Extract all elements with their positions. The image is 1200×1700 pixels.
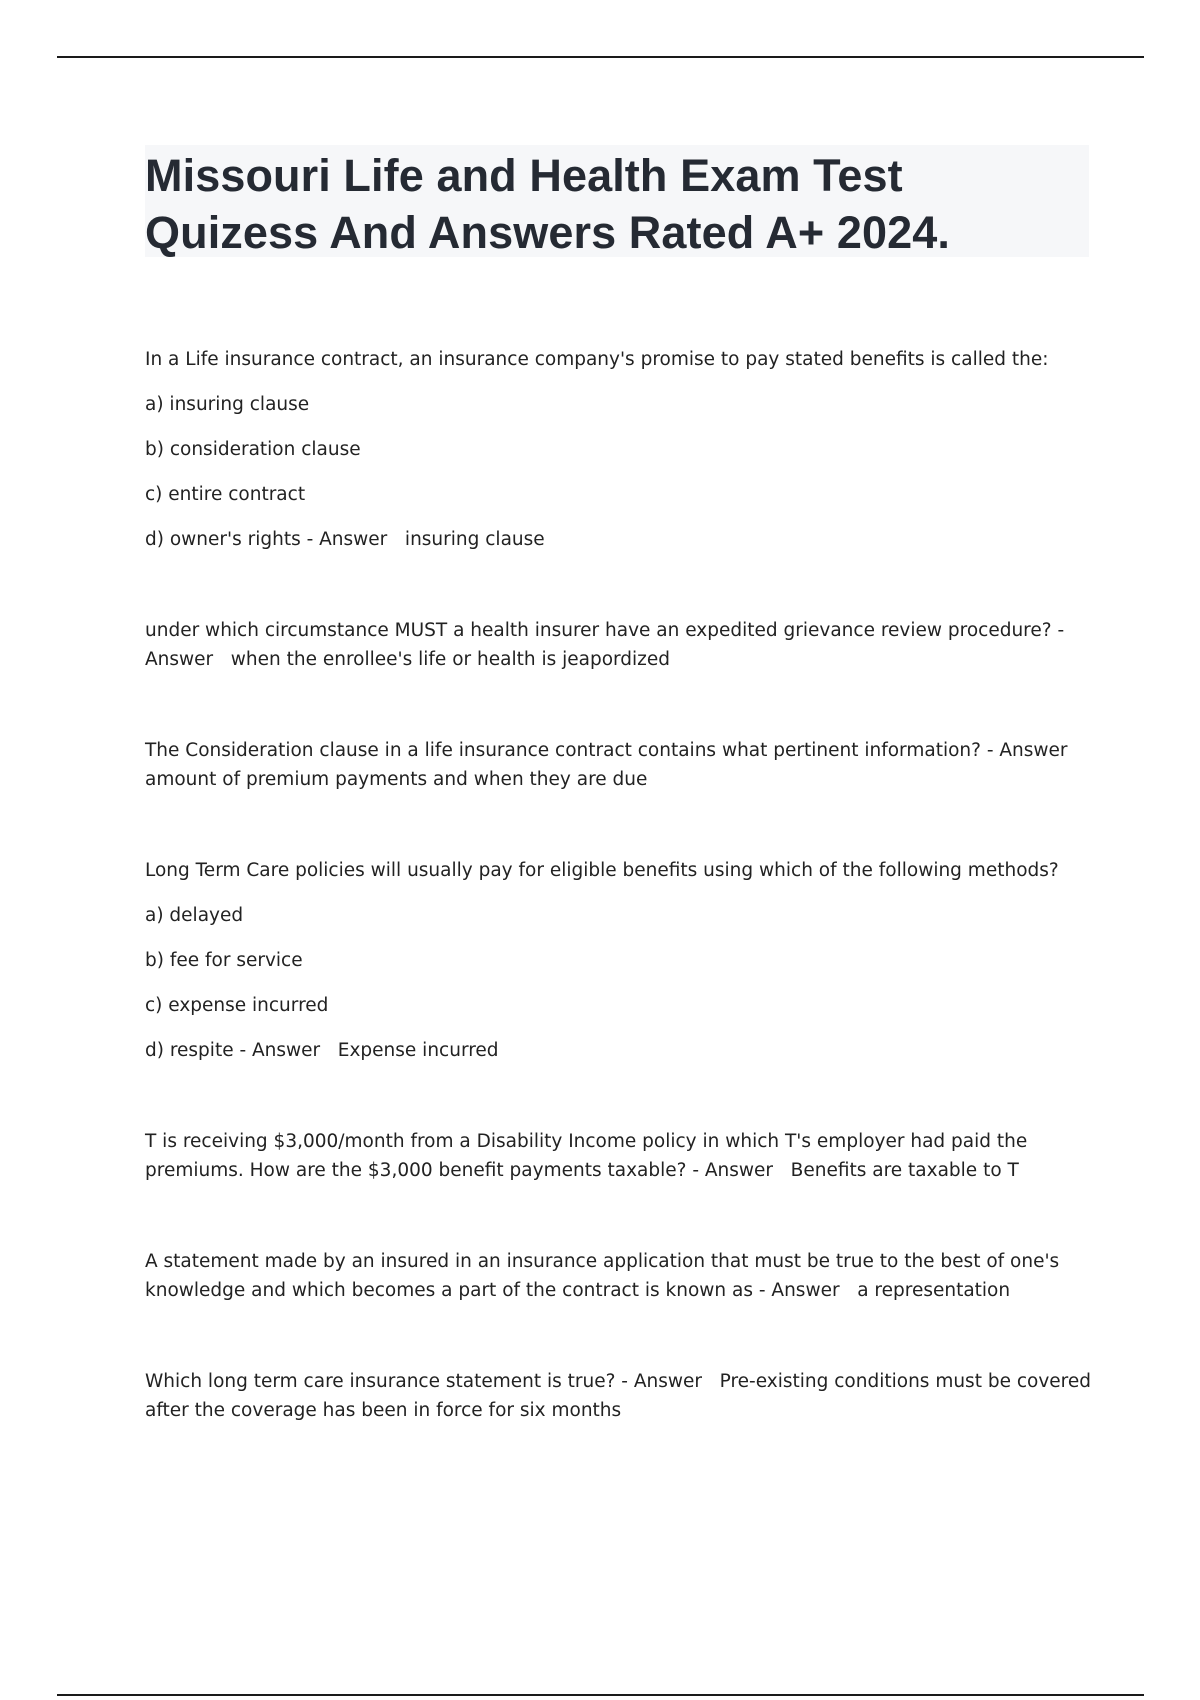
answer-option: a) insuring clause	[145, 394, 310, 415]
question-text: Long Term Care policies will usually pay for eligible benefits using which of the following methods?	[145, 860, 1059, 881]
qa-item	[145, 345, 1085, 554]
qa-item	[145, 616, 1085, 674]
answer-option: b) consideration clause	[145, 439, 361, 460]
qa-item	[145, 1247, 1085, 1305]
title-line-2: Quizess And Answers Rated A+ 2024.	[145, 207, 950, 258]
question-text: premiums. How are the $3,000 benefit payments taxable? - Answer Benefits are taxable to T	[145, 1160, 1019, 1181]
question-text: A statement made by an insured in an insurance application that must be true to the best of one's	[145, 1251, 1060, 1272]
qa-item	[145, 1367, 1091, 1425]
answer-option: c) expense incurred	[145, 995, 329, 1016]
qa-item	[145, 1127, 1085, 1185]
question-text: T is receiving $3,000/month from a Disability Income policy in which T's employer had paid the	[145, 1131, 1028, 1152]
document-title	[145, 145, 1089, 261]
qa-list	[145, 345, 1091, 1487]
answer-option: d) owner's rights - Answer insuring clause	[145, 529, 545, 550]
question-text: Which long term care insurance statement is true? - Answer Pre-existing conditions must be covered	[145, 1371, 1091, 1392]
question-text: amount of premium payments and when they are due	[145, 769, 648, 790]
question-text: knowledge and which becomes a part of the contract is known as - Answer a representation	[145, 1280, 1011, 1301]
question-text: In a Life insurance contract, an insurance company's promise to pay stated benefits is called the:	[145, 349, 1049, 370]
title-line-1: Missouri Life and Health Exam Test	[145, 150, 903, 201]
answer-option: b) fee for service	[145, 950, 303, 971]
question-text: after the coverage has been in force for six months	[145, 1400, 622, 1421]
answer-option: d) respite - Answer Expense incurred	[145, 1040, 499, 1061]
qa-item	[145, 736, 1085, 794]
question-text: The Consideration clause in a life insurance contract contains what pertinent information? - Answer	[145, 740, 1068, 761]
bottom-rule	[57, 1694, 1144, 1696]
answer-option: a) delayed	[145, 905, 244, 926]
title-block	[145, 145, 1089, 257]
answer-option: c) entire contract	[145, 484, 306, 505]
top-rule	[57, 56, 1144, 58]
qa-item	[145, 856, 1085, 1065]
question-text: Answer when the enrollee's life or health is jeapordized	[145, 649, 671, 670]
question-text: under which circumstance MUST a health insurer have an expedited grievance review procedure? -	[145, 620, 1065, 641]
